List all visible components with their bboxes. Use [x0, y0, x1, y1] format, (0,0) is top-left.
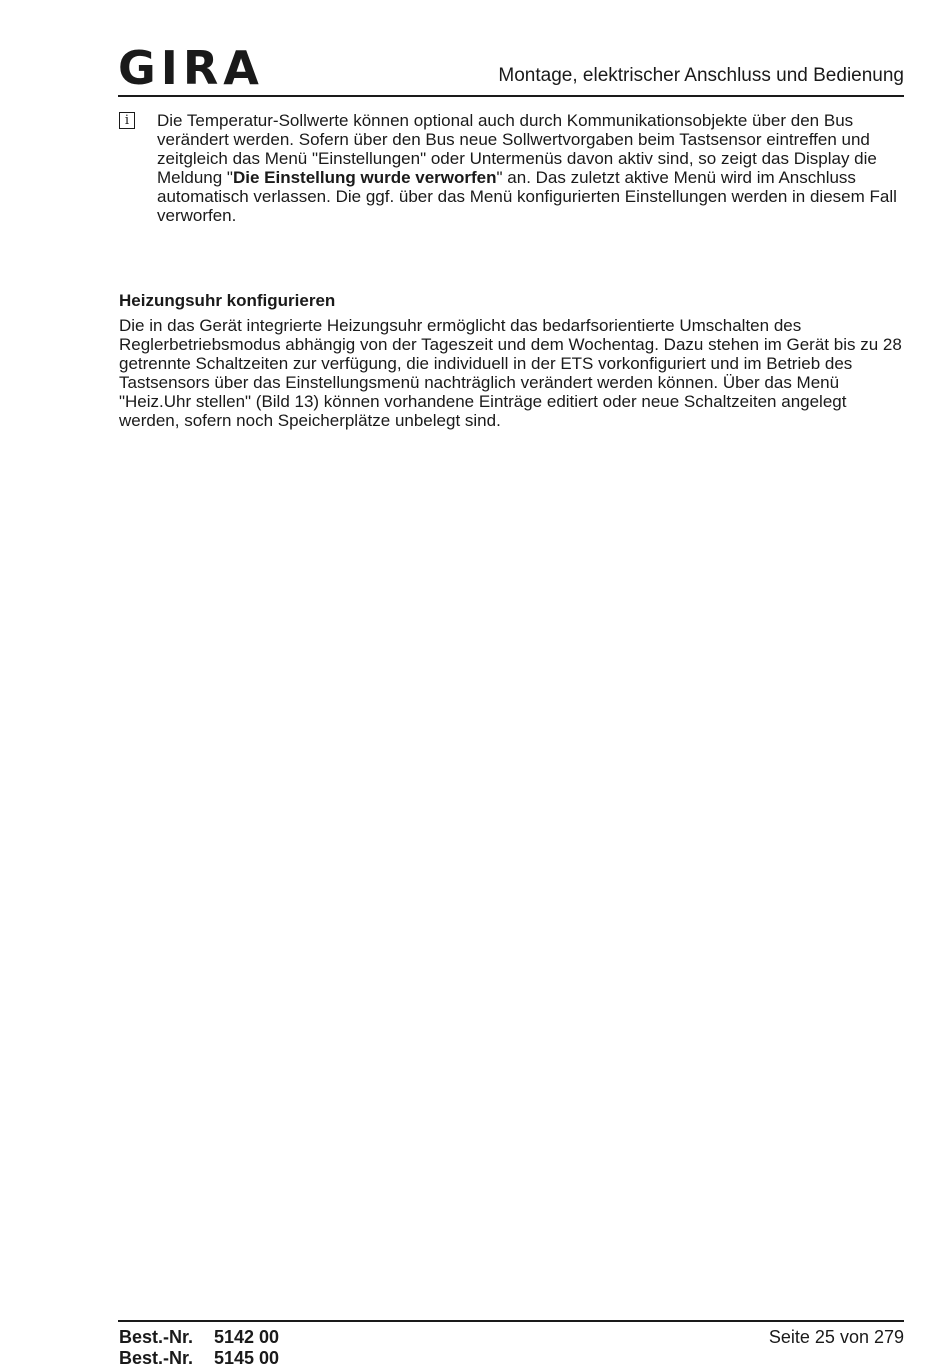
info-note [157, 111, 905, 225]
order-number: 5142 00 [214, 1327, 280, 1347]
info-icon: i [119, 112, 135, 129]
note-text-start: Die Temperatur-Sollwerte können optional auch durch Kommunikationsobjekte über den Bus verändert werden. Sofern über den Bus neue Sollwertvorgaben beim Tastsensor eintreffen und zeitgleich das Menü "Einstellungen" oder Untermenüs davon aktiv sind, so zeigt das Display die Meldung " [157, 111, 877, 187]
order-label: Best.-Nr. [119, 1327, 194, 1347]
order-number-line [119, 1327, 279, 1348]
order-numbers [119, 1327, 279, 1369]
section-body: Die in das Gerät integrierte Heizungsuhr ermöglicht das bedarfsorientierte Umschalten des Reglerbetriebsmodus abhängig von der Tageszeit und dem Wochentag. Dazu stehen im Gerät bis zu 28 getrennte Schaltzeiten zur verfügung, die individuell in der ETS vorkonfiguriert und im Betrieb des Tastsensors über das Einstellungsmenü nachträglich verändert werden können. Über das Menü "Heiz.Uhr stellen" (Bild 13) können vorhandene Einträge editiert oder neue Schaltzeiten angelegt werden, sofern noch Speicherplätze unbelegt sind. [119, 316, 902, 430]
section-heading: Heizungsuhr konfigurieren [119, 291, 336, 310]
order-label: Best.-Nr. [119, 1348, 194, 1368]
page-header-title: Montage, elektrischer Anschluss und Bedienung [498, 65, 904, 86]
note-text-end: " an. Das zuletzt aktive Menü wird im Anschluss automatisch verlassen. Die ggf. über das Menü konfigurierten Einstellungen werden in diesem Fall verworfen. [157, 168, 897, 225]
order-number: 5145 00 [214, 1348, 280, 1368]
footer-divider [118, 1320, 904, 1322]
note-bold-message: Die Einstellung wurde verworfen [232, 168, 497, 187]
header-divider [118, 95, 904, 97]
gira-logo: GIRA [118, 41, 264, 95]
page-number: Seite 25 von 279 [768, 1327, 904, 1347]
